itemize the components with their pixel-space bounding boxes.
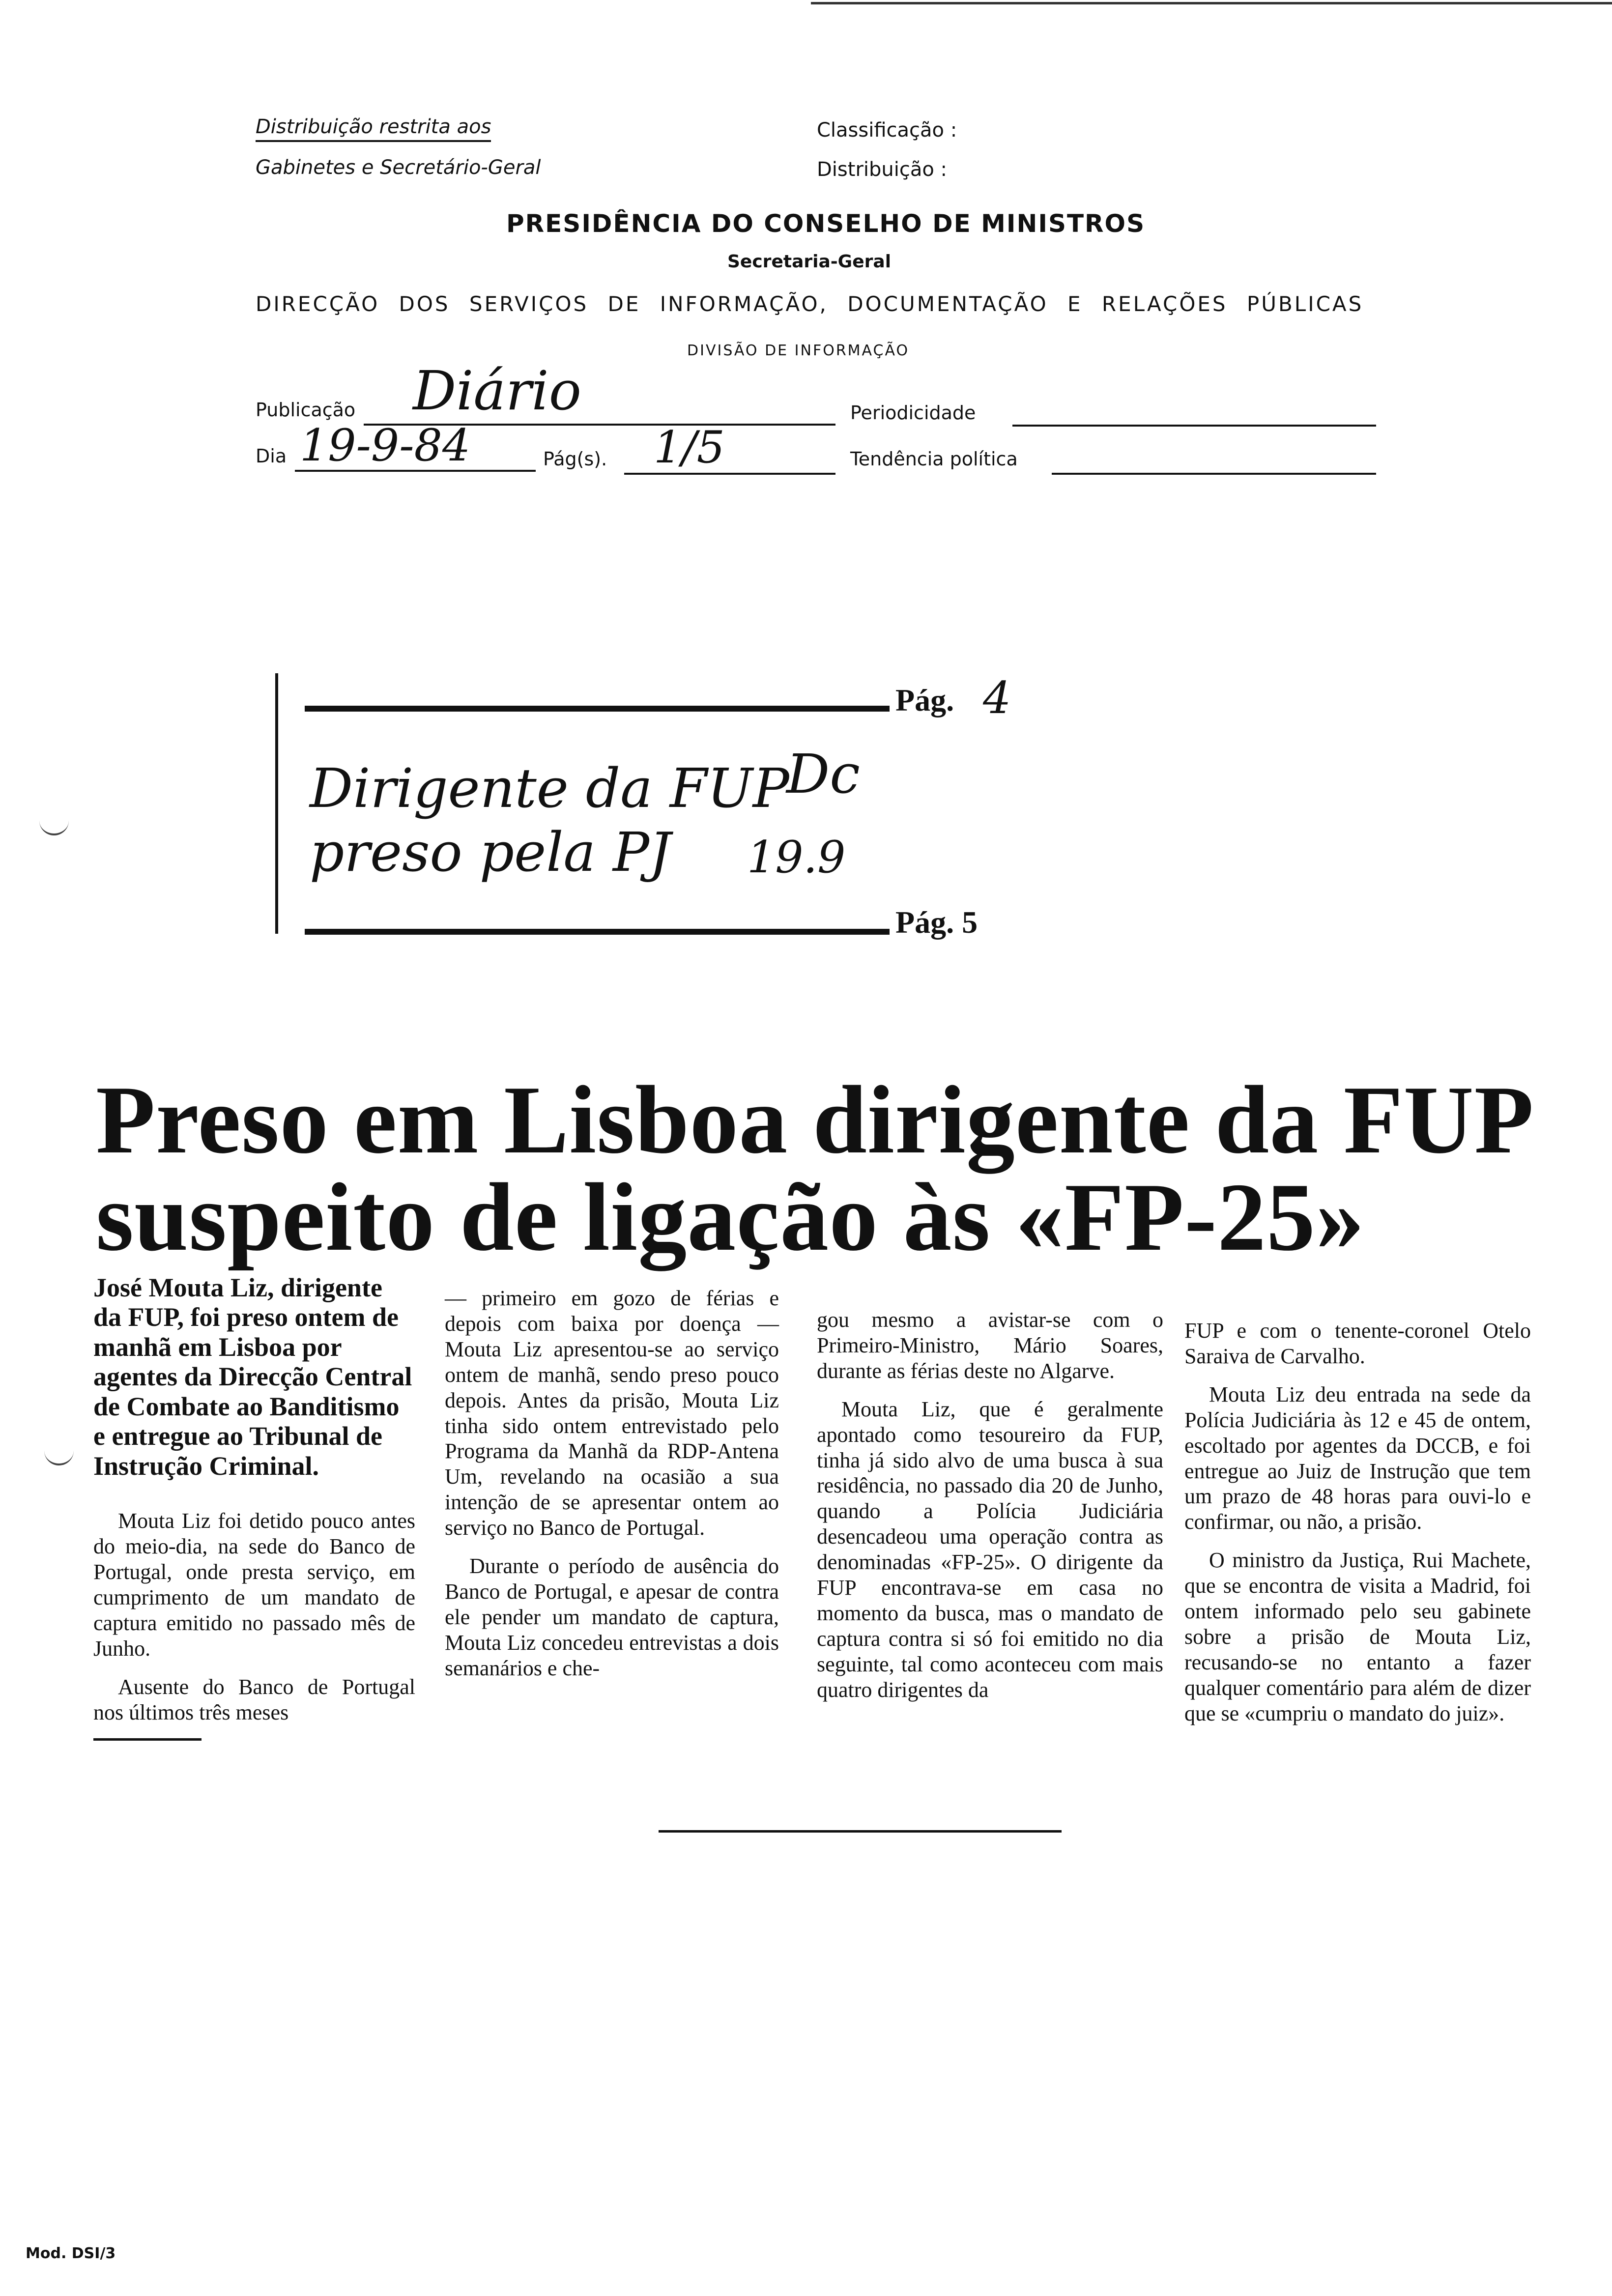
teaser-page-bottom-label: Pág. 5 [895,905,978,940]
org-subtitle: Secretaria-Geral [727,252,892,272]
tendencia-fill-line [1052,473,1376,475]
org-department: DIRECÇÃO DOS SERVIÇOS DE INFORMAÇÃO, DOCUMENTAÇÃO E RELAÇÕES PÚBLICAS [256,292,1364,316]
col2-paragraph-2: Durante o período de ausência do Banco de Portugal, e apesar de contra ele pender um mandato de captura, Mouta Liz concedeu entrevistas a dois semanários e che- [445,1554,779,1680]
article-lead: José Mouta Liz, dirigente da FUP, foi preso ontem de manhã em Lisboa por agentes da Direcção Central de Combate ao Banditismo e entregue ao Tribunal de Instrução Criminal. [93,1273,412,1481]
punch-hole-mark-upper [39,820,69,835]
publicacao-label: Publicação [256,399,356,421]
headline-line1: Preso em Lisboa dirigente da FUP [96,1066,1534,1174]
col1-paragraph-1: Mouta Liz foi detido pouco antes do meio-dia, na sede do Banco de Portugal, onde presta serviço, em cumprimento de um mandato de captura emitido no passado mês de Junho. [93,1509,415,1661]
teaser-page-top-handwritten: 4 [983,672,1011,724]
restricted-distribution-line1: Distribuição restrita aos [256,115,491,142]
article-column-3 [817,1307,1163,1716]
article-column-1 [93,1273,415,1741]
teaser-line1: Dirigente da FUP [310,757,789,820]
article-column-4 [1184,1318,1531,1739]
distribuicao-label: Distribuição : [817,158,948,181]
classificacao-label: Classificação : [817,119,957,142]
col3-paragraph-1: gou mesmo a avistar-se com o Primeiro-Ministro, Mário Soares, durante as férias deste no Algarve. [817,1308,1163,1383]
tendencia-label: Tendência política [850,448,1018,470]
teaser-bottom-rule [305,929,890,935]
org-title: PRESIDÊNCIA DO CONSELHO DE MINISTROS [506,209,1146,238]
col3-paragraph-2: Mouta Liz, que é geralmente apontado como tesoureiro da FUP, tinha já sido alvo de uma busca à sua residência, no passado dia 20 de Junho, quando a Polícia Judiciária desencadeou uma operação contra as denominadas «FP-25». O dirigente da FUP encontrava-se em casa no momento da busca, mas o mandato de captura contra si só foi emitido no dia seguinte, tal como aconteceu com mais quatro dirigentes da [817,1397,1163,1702]
teaser-handwritten-note2: 19.9 [747,832,846,883]
column-end-rule [93,1738,202,1741]
restricted-distribution-line2: Gabinetes e Secretário-Geral [256,156,541,179]
periodicidade-label: Periodicidade [850,402,976,424]
dia-handwritten-value: 19-9-84 [300,420,471,471]
col4-paragraph-2: Mouta Liz deu entrada na sede da Polícia Judiciária às 12 e 45 de ontem, escoltado por agentes da DCCB, e foi entregue ao Juiz de Instrução que tem um prazo de 48 horas para ouvi-lo e confirmar, ou não, a prisão. [1184,1382,1531,1534]
teaser-page-top-label: Pág. [895,683,954,718]
punch-hole-mark-lower [44,1450,74,1465]
article-column-2 [445,1286,779,1694]
periodicidade-fill-line [1012,425,1376,427]
article-end-rule [659,1830,1062,1833]
col4-paragraph-3: O ministro da Justiça, Rui Machete, que se encontra de visita a Madrid, foi ontem informado pelo seu gabinete sobre a prisão de Mouta Liz, recusando-se no entanto a fazer qualquer comentário para além de dizer que se «cumpriu o mandato do juiz». [1184,1548,1531,1725]
publicacao-handwritten-value: Diário [413,359,581,422]
org-division: DIVISÃO DE INFORMAÇÃO [687,342,910,359]
pags-label: Pág(s). [543,448,607,470]
pags-handwritten-value: 1/5 [654,422,725,473]
col4-paragraph-1: FUP e com o tenente-coronel Otelo Saraiva de Carvalho. [1184,1319,1531,1368]
col2-paragraph-1: — primeiro em gozo de férias e depois com baixa por doença — Mouta Liz apresentou-se ao serviço ontem de manhã, sendo preso pouco depois. Antes da prisão, Mouta Liz tinha sido ontem entrevistado pelo Programa da Manhã da RDP-Antena Um, revelando na ocasião a sua intenção de se apresentar ontem ao serviço no Banco de Portugal. [445,1286,779,1540]
teaser-line2: preso pela PJ [310,821,671,884]
teaser-handwritten-note1: Dc [786,743,860,805]
teaser-left-bar [275,673,278,934]
dia-label: Dia [256,445,287,467]
form-code: Mod. DSI/3 [26,2245,116,2262]
teaser-top-rule [305,706,890,712]
headline-line2: suspeito de ligação às «FP-25» [96,1163,1365,1271]
col1-paragraph-2: Ausente do Banco de Portugal nos últimos três meses [93,1674,415,1724]
scan-edge-line [811,2,1612,4]
